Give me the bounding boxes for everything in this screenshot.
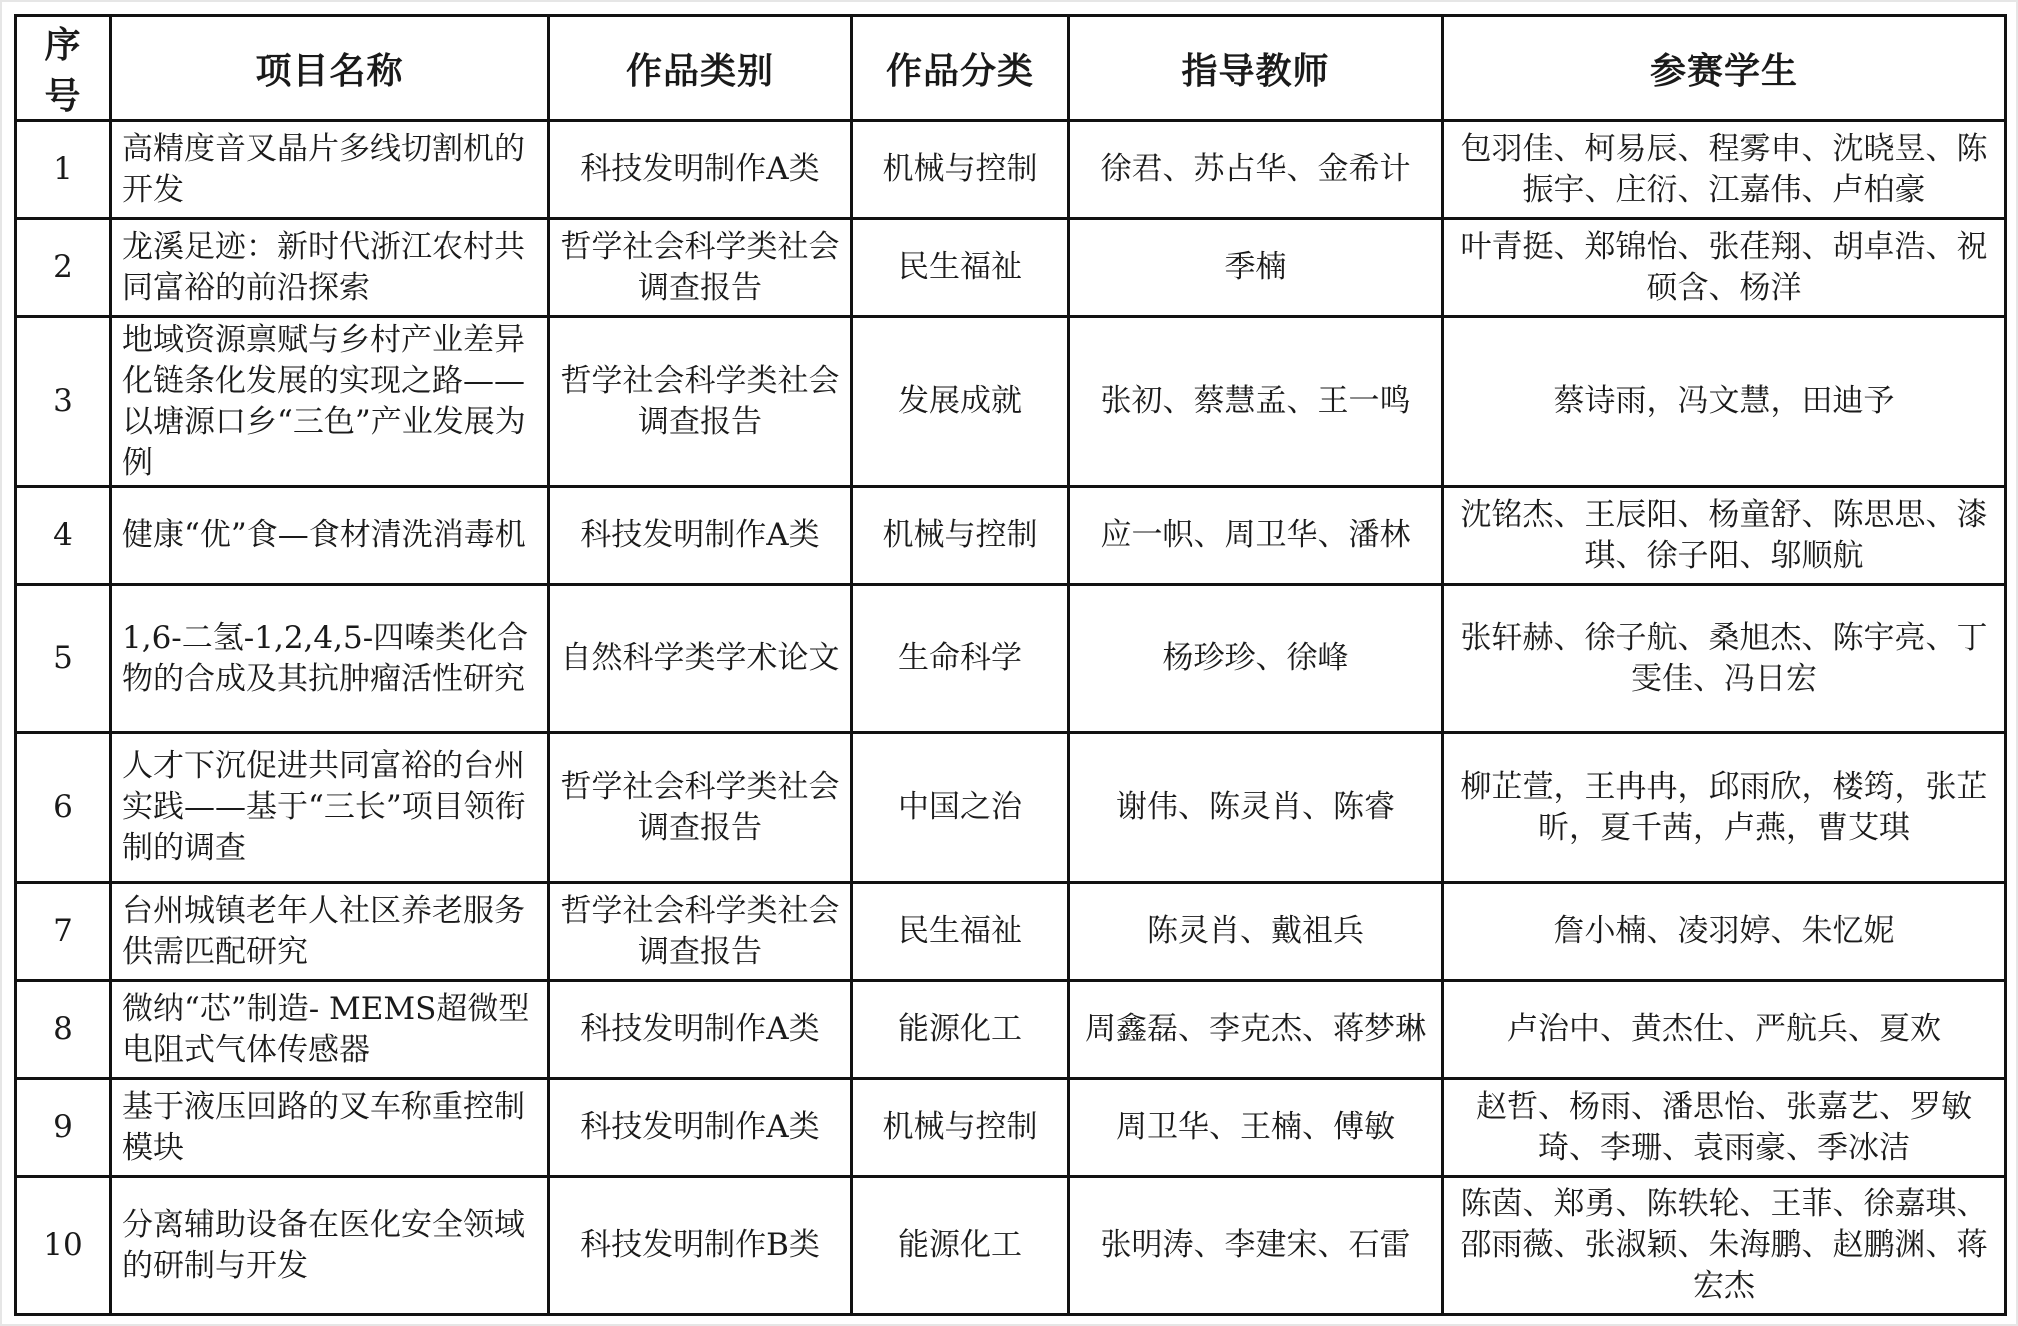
table-row	[16, 981, 2006, 1079]
cell-work-type: 哲学社会科学类社会调查报告	[549, 883, 852, 981]
cell-teacher: 周鑫磊、李克杰、蒋梦琳	[1069, 981, 1443, 1079]
cell-work-type: 自然科学类学术论文	[549, 585, 852, 733]
header-row	[16, 16, 2006, 121]
cell-teacher: 季楠	[1069, 219, 1443, 317]
cell-teacher: 陈灵肖、戴祖兵	[1069, 883, 1443, 981]
cell-work-class: 中国之治	[852, 733, 1069, 883]
cell-project-name: 基于液压回路的叉车称重控制模块	[111, 1079, 549, 1177]
cell-students: 张轩赫、徐子航、桑旭杰、陈宇亮、丁雯佳、冯日宏	[1443, 585, 2006, 733]
cell-teacher: 张明涛、李建宋、石雷	[1069, 1177, 1443, 1315]
table-row	[16, 317, 2006, 487]
cell-teacher: 张初、蔡慧孟、王一鸣	[1069, 317, 1443, 487]
cell-work-class: 民生福祉	[852, 883, 1069, 981]
table-row	[16, 733, 2006, 883]
cell-teacher: 杨珍珍、徐峰	[1069, 585, 1443, 733]
table-row	[16, 219, 2006, 317]
project-roster-table	[14, 14, 2007, 1316]
cell-work-type: 科技发明制作A类	[549, 1079, 852, 1177]
cell-project-name: 地域资源禀赋与乡村产业差异化链条化发展的实现之路——以塘源口乡“三色”产业发展为例	[111, 317, 549, 487]
cell-index: 7	[16, 883, 111, 981]
cell-work-type: 哲学社会科学类社会调查报告	[549, 317, 852, 487]
cell-work-class: 机械与控制	[852, 1079, 1069, 1177]
cell-students: 卢治中、黄杰仕、严航兵、夏欢	[1443, 981, 2006, 1079]
cell-project-name: 1,6-二氢-1,2,4,5-四嗪类化合物的合成及其抗肿瘤活性研究	[111, 585, 549, 733]
cell-index: 9	[16, 1079, 111, 1177]
header-work-type: 作品类别	[549, 16, 852, 121]
cell-students: 包羽佳、柯易辰、程雾申、沈晓昱、陈振宇、庄衍、江嘉伟、卢柏豪	[1443, 121, 2006, 219]
table-row	[16, 487, 2006, 585]
cell-index: 3	[16, 317, 111, 487]
table-body	[16, 121, 2006, 1315]
cell-work-class: 生命科学	[852, 585, 1069, 733]
cell-project-name: 健康“优”食—食材清洗消毒机	[111, 487, 549, 585]
header-index: 序号	[16, 16, 111, 121]
cell-work-type: 科技发明制作A类	[549, 487, 852, 585]
cell-teacher: 徐君、苏占华、金希计	[1069, 121, 1443, 219]
table-header	[16, 16, 2006, 121]
cell-work-class: 发展成就	[852, 317, 1069, 487]
header-project-name: 项目名称	[111, 16, 549, 121]
cell-work-type: 哲学社会科学类社会调查报告	[549, 733, 852, 883]
cell-teacher: 周卫华、王楠、傅敏	[1069, 1079, 1443, 1177]
table-row	[16, 585, 2006, 733]
cell-students: 詹小楠、凌羽婷、朱忆妮	[1443, 883, 2006, 981]
cell-index: 4	[16, 487, 111, 585]
cell-index: 6	[16, 733, 111, 883]
cell-project-name: 微纳“芯”制造- MEMS超微型电阻式气体传感器	[111, 981, 549, 1079]
table-row	[16, 1177, 2006, 1315]
cell-index: 1	[16, 121, 111, 219]
cell-project-name: 人才下沉促进共同富裕的台州实践——基于“三长”项目领衔制的调查	[111, 733, 549, 883]
cell-students: 陈茵、郑勇、陈轶轮、王菲、徐嘉琪、邵雨薇、张淑颖、朱海鹏、赵鹏渊、蒋宏杰	[1443, 1177, 2006, 1315]
cell-index: 10	[16, 1177, 111, 1315]
cell-work-type: 哲学社会科学类社会调查报告	[549, 219, 852, 317]
cell-project-name: 龙溪足迹：新时代浙江农村共同富裕的前沿探索	[111, 219, 549, 317]
cell-work-type: 科技发明制作A类	[549, 121, 852, 219]
header-work-class: 作品分类	[852, 16, 1069, 121]
cell-work-type: 科技发明制作B类	[549, 1177, 852, 1315]
cell-work-class: 能源化工	[852, 1177, 1069, 1315]
cell-index: 2	[16, 219, 111, 317]
cell-work-class: 机械与控制	[852, 121, 1069, 219]
cell-teacher: 应一帜、周卫华、潘林	[1069, 487, 1443, 585]
cell-work-class: 机械与控制	[852, 487, 1069, 585]
cell-students: 赵哲、杨雨、潘思怡、张嘉艺、罗敏琦、李珊、袁雨豪、季冰洁	[1443, 1079, 2006, 1177]
cell-project-name: 分离辅助设备在医化安全领域的研制与开发	[111, 1177, 549, 1315]
cell-index: 8	[16, 981, 111, 1079]
cell-teacher: 谢伟、陈灵肖、陈睿	[1069, 733, 1443, 883]
cell-students: 蔡诗雨，冯文慧，田迪予	[1443, 317, 2006, 487]
cell-students: 沈铭杰、王辰阳、杨童舒、陈思思、漆琪、徐子阳、邬顺航	[1443, 487, 2006, 585]
cell-students: 叶青挺、郑锦怡、张荏翔、胡卓浩、祝硕含、杨洋	[1443, 219, 2006, 317]
header-teacher: 指导教师	[1069, 16, 1443, 121]
table-row	[16, 121, 2006, 219]
header-students: 参赛学生	[1443, 16, 2006, 121]
cell-project-name: 高精度音叉晶片多线切割机的开发	[111, 121, 549, 219]
cell-work-class: 能源化工	[852, 981, 1069, 1079]
cell-project-name: 台州城镇老年人社区养老服务供需匹配研究	[111, 883, 549, 981]
table-row	[16, 883, 2006, 981]
cell-work-type: 科技发明制作A类	[549, 981, 852, 1079]
cell-work-class: 民生福祉	[852, 219, 1069, 317]
cell-students: 柳芷萱，王冉冉，邱雨欣，楼筠，张芷昕，夏千茜，卢燕，曹艾琪	[1443, 733, 2006, 883]
cell-index: 5	[16, 585, 111, 733]
table-row	[16, 1079, 2006, 1177]
